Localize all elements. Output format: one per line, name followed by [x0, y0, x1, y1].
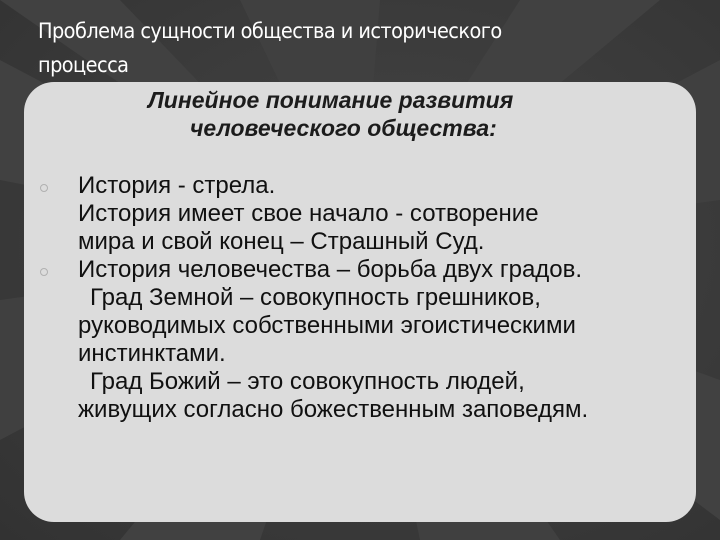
- circle-bullet-icon: [40, 268, 48, 276]
- circle-bullet-icon: [40, 184, 48, 192]
- subtitle: [130, 86, 600, 142]
- bullet-2-line-6: живущих согласно божественным заповедям.: [78, 396, 589, 423]
- bullet-item-2: [40, 256, 690, 424]
- bullet-2-line-1: История человечества – борьба двух градов.: [78, 256, 583, 283]
- slide-title-line-1: Проблема сущности общества и исторического: [38, 19, 502, 43]
- bullet-2-line-3: руководимых собственными эгоистическими: [78, 312, 576, 339]
- bullet-1-line-1: История - стрела.: [78, 172, 276, 199]
- bullet-2-line-2: Град Земной – совокупность грешников,: [90, 284, 541, 311]
- bullet-1-line-3: мира и свой конец – Страшный Суд.: [78, 228, 485, 255]
- slide-title-line-2: процесса: [38, 53, 129, 77]
- subtitle-line-1: Линейное понимание развития: [148, 87, 514, 113]
- bullet-item-1: [40, 172, 690, 256]
- subtitle-line-2: человеческого общества:: [190, 115, 497, 141]
- bullet-list: [40, 172, 690, 424]
- bullet-1-line-2: История имеет свое начало - сотворение: [78, 200, 539, 227]
- bullet-2-line-4: инстинктами.: [78, 340, 226, 367]
- slide-title: [38, 14, 627, 82]
- bullet-2-line-5: Град Божий – это совокупность людей,: [90, 368, 525, 395]
